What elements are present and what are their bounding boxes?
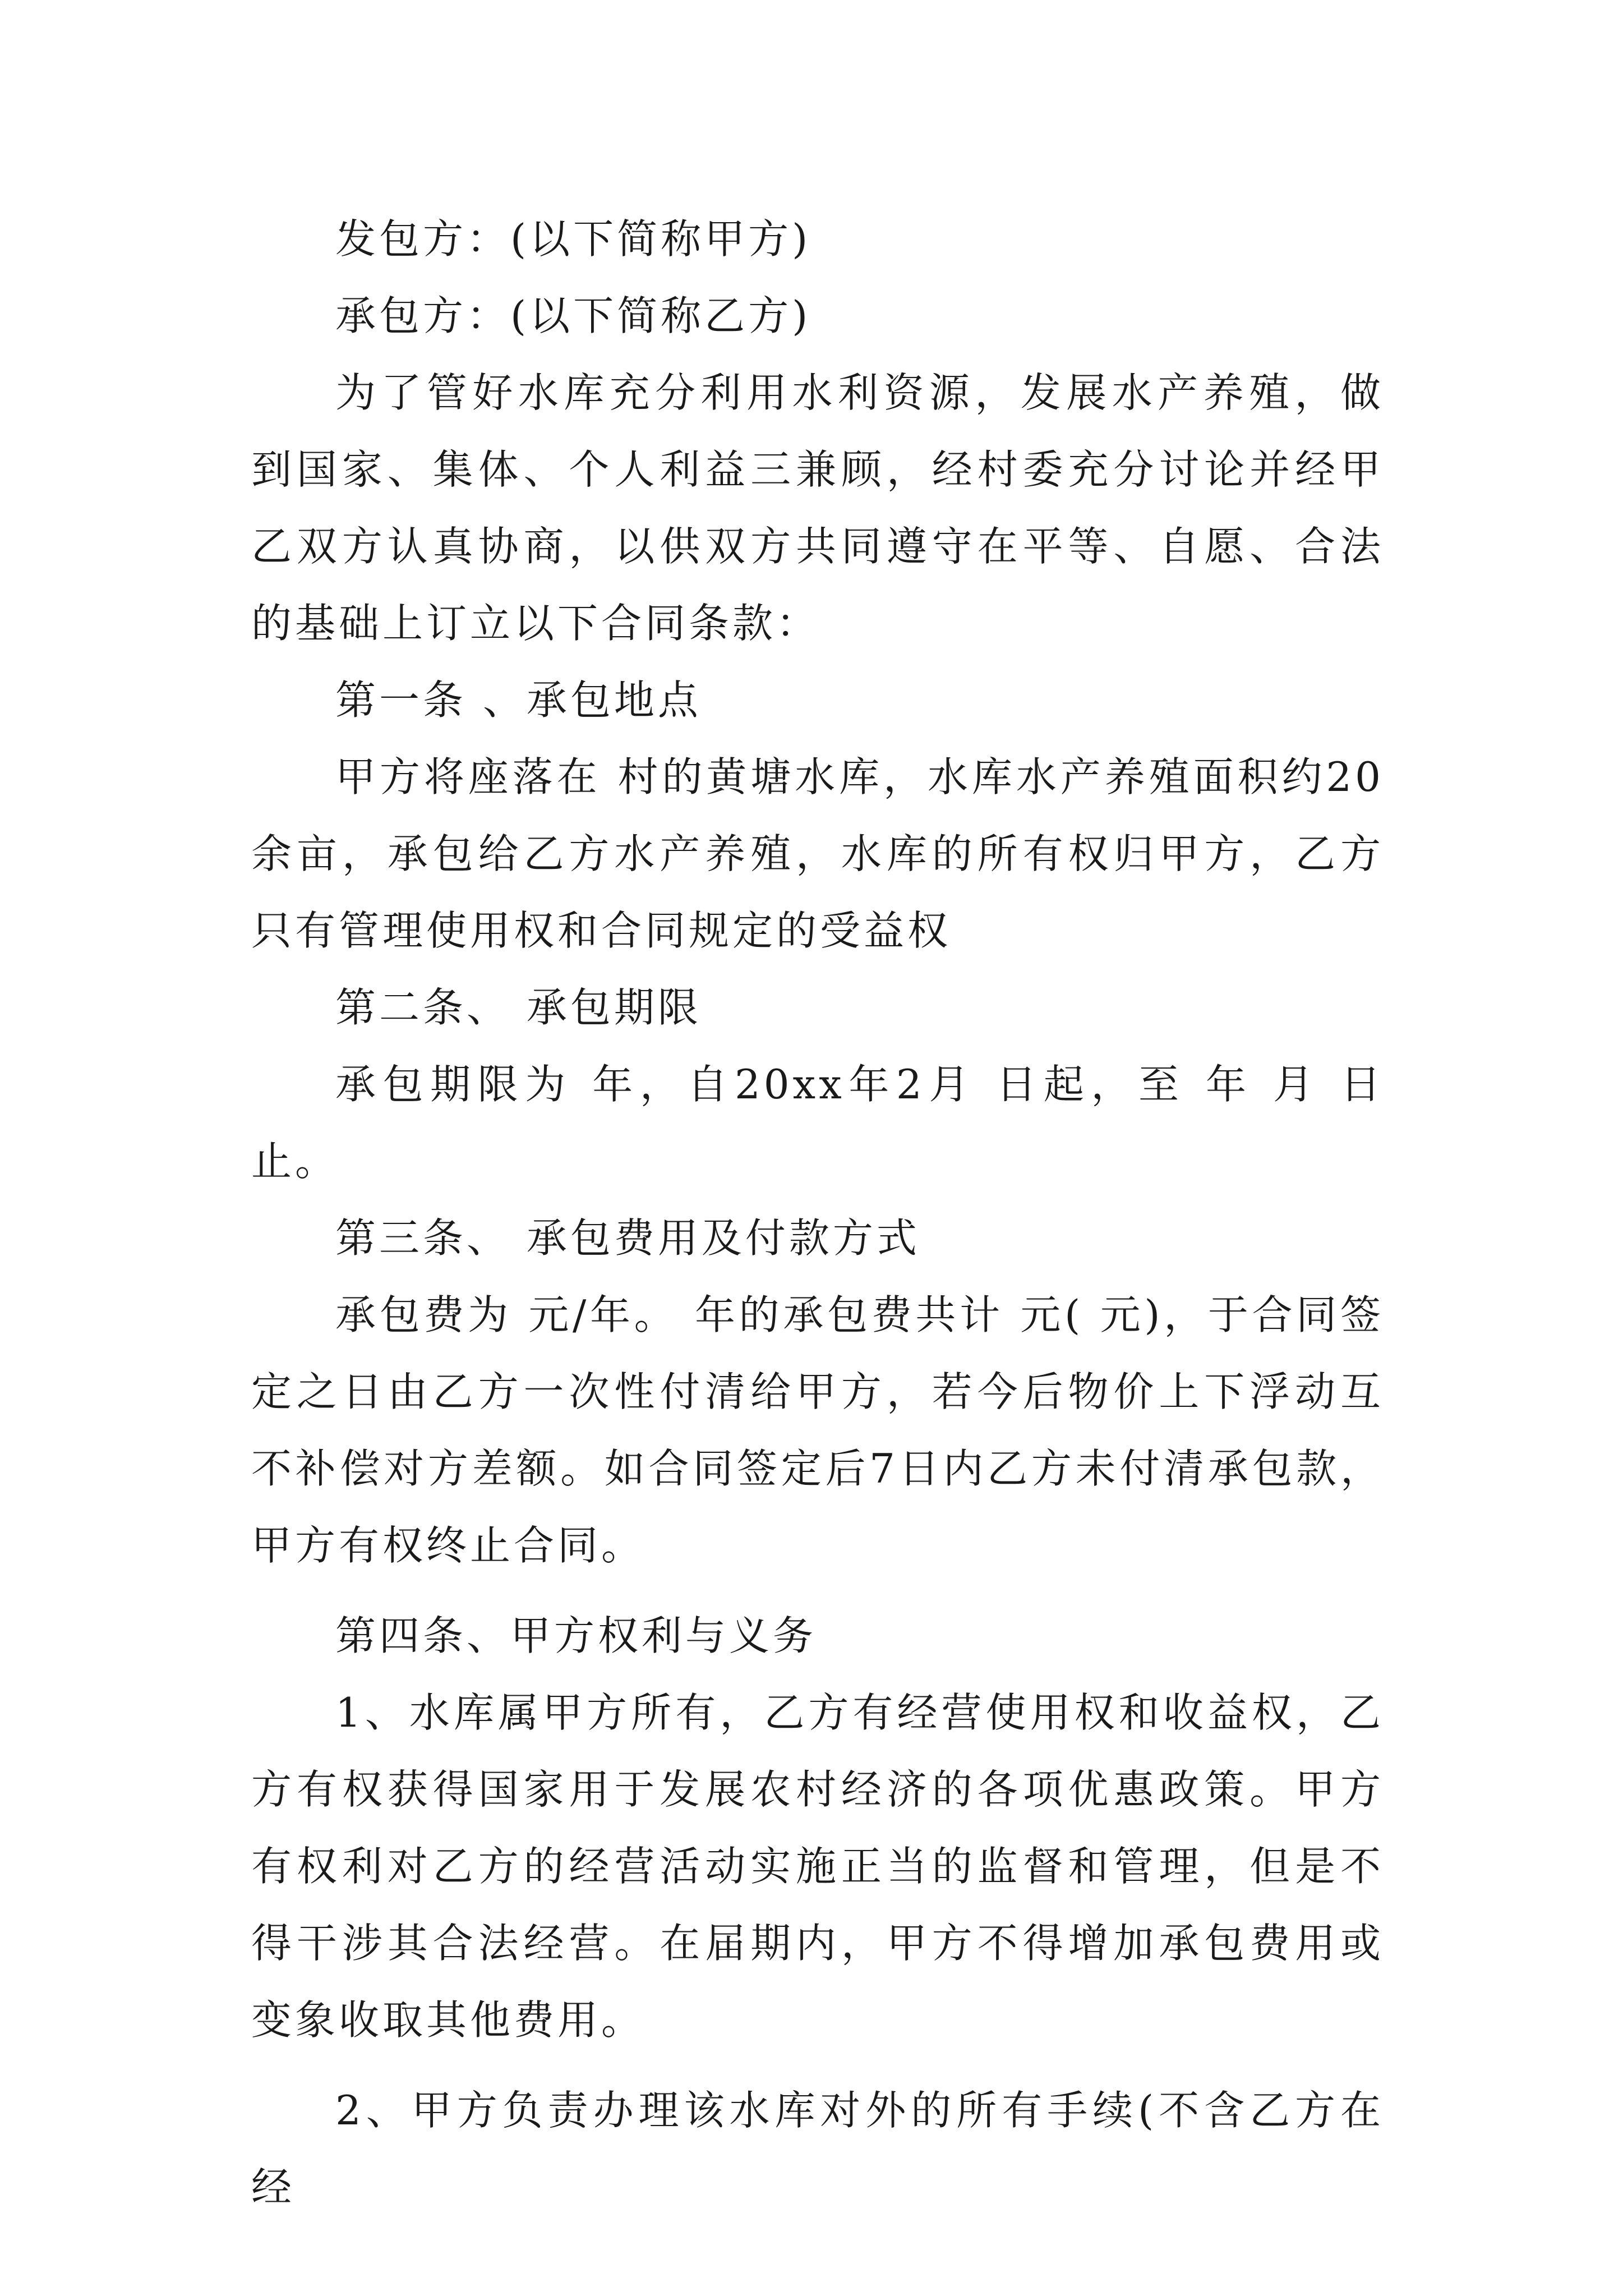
article-1-text: 甲方将座落在 村的黄塘水库，水库水产养殖面积约20余亩，承包给乙方水产养殖，水库的所有权归甲方，乙方只有管理使用权和合同规定的受益权 bbox=[251, 753, 1384, 954]
contractor-party-line: 发包方：(以下简称甲方) bbox=[335, 215, 811, 263]
article-3-text: 承包费为 元/年。 年的承包费共计 元( 元)，于合同签定之日由乙方一次性付清给甲方，若今后物价上下浮动互不补偿对方差额。如合同签定后7日内乙方未付清承包款，甲方有权终止合同。 bbox=[251, 1291, 1384, 1569]
article-2-text: 承包期限为 年，自20xx年2月 日起，至 年 月 日止。 bbox=[251, 1061, 1384, 1185]
article-4-heading: 第四条、甲方权利与义务 bbox=[335, 1612, 817, 1659]
article-4-clause-1: 1、水库属甲方所有，乙方有经营使用权和收益权，乙方有权获得国家用于发展农村经济的各项优惠政策。甲方有权利对乙方的经营活动实施正当的监督和管理，但是不得干涉其合法经营。在届期内，甲方不得增加承包费用或变象收取其他费用。 bbox=[251, 1689, 1384, 2044]
article-1-heading: 第一条 、承包地点 bbox=[335, 677, 702, 724]
contract-body bbox=[251, 201, 1384, 2226]
preamble-paragraph: 为了管好水库充分利用水利资源，发展水产养殖，做到国家、集体、个人利益三兼顾，经村委充分讨论并经甲乙双方认真协商，以供双方共同遵守在平等、自愿、合法的基础上订立以下合同条款： bbox=[251, 369, 1384, 647]
article-4-clause-2: 2、甲方负责办理该水库对外的所有手续(不含乙方在经 bbox=[251, 2087, 1384, 2211]
article-3-heading: 第三条、 承包费用及付款方式 bbox=[335, 1214, 920, 1262]
article-2-heading: 第二条、 承包期限 bbox=[335, 984, 702, 1031]
contractee-party-line: 承包方：(以下简称乙方) bbox=[335, 292, 811, 339]
